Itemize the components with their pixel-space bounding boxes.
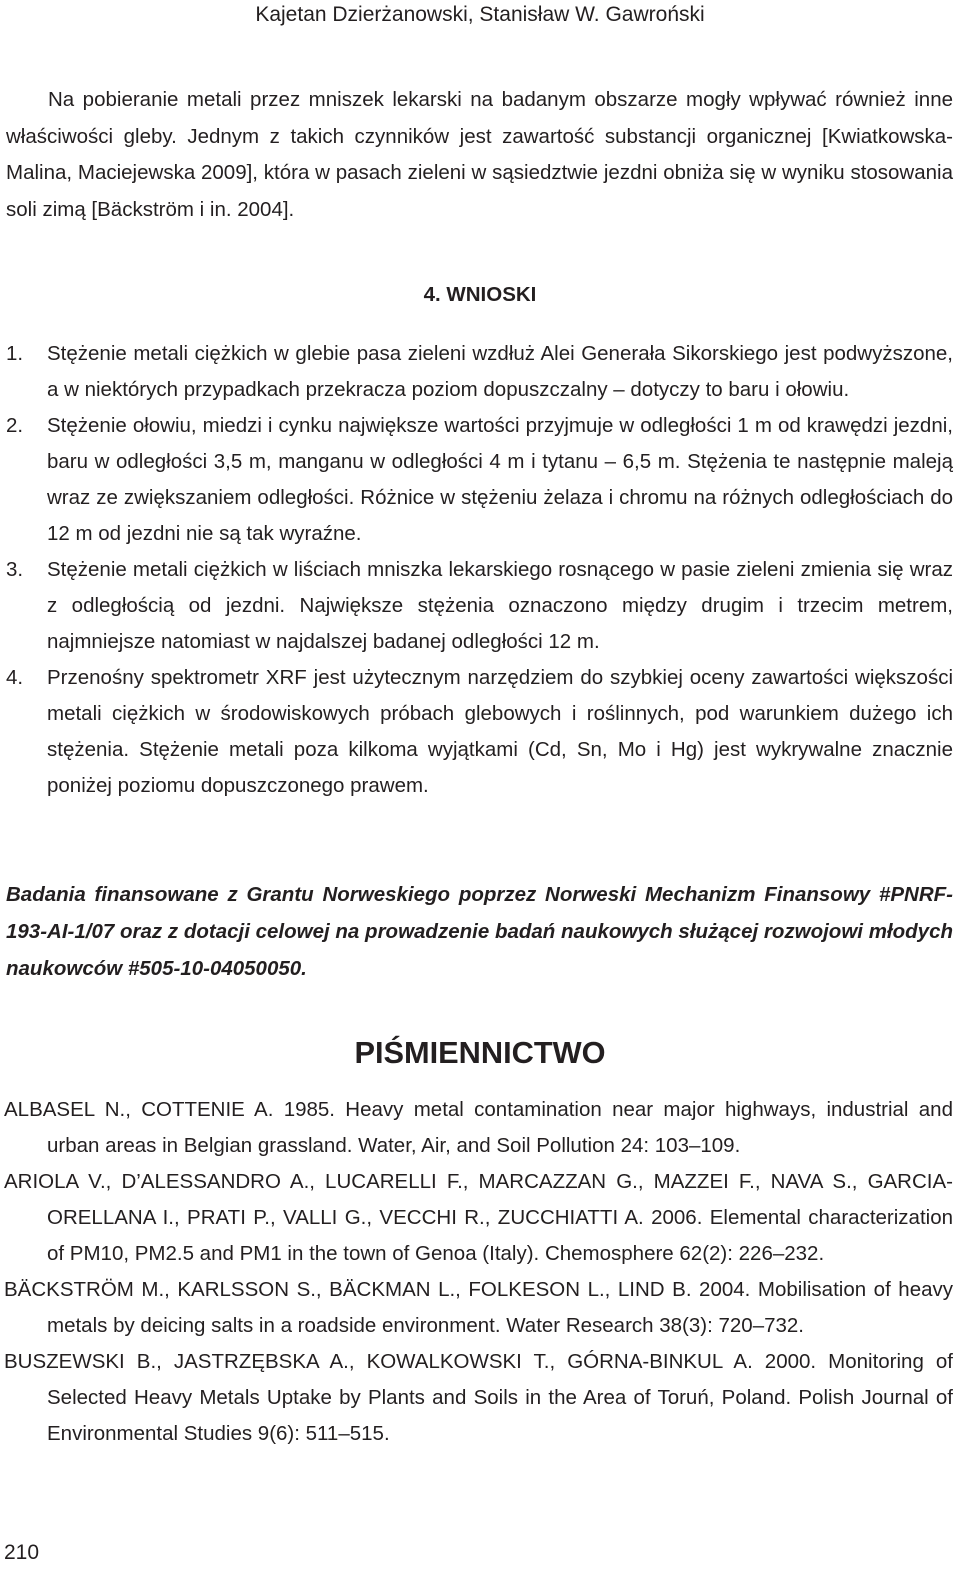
conclusion-item xyxy=(6,552,953,660)
conclusion-text: Stężenie metali ciężkich w glebie pasa zieleni wzdłuż Alei Generała Sikorskiego jest podwyższone, a w niektórych przypadkach przekracza poziom dopuszczalny – dotyczy to baru i ołowiu. xyxy=(47,342,953,401)
conclusion-item xyxy=(6,336,953,408)
conclusions-list xyxy=(6,336,953,804)
conclusion-item xyxy=(6,660,953,804)
references-list xyxy=(4,1092,953,1452)
conclusion-text: Stężenie ołowiu, miedzi i cynku największe wartości przyjmuje w odległości 1 m od krawędzi jezdni, baru w odległości 3,5 m, manganu w odległości 4 m i tytanu – 6,5 m. Stężenia te następnie maleją wraz ze zwiększaniem odległości. Różnice w stężeniu żelaza i chromu na różnych odległościach do 12 m od jezdni nie są tak wyraźne. xyxy=(47,414,953,545)
funding-note: Badania finansowane z Grantu Norweskiego poprzez Norweski Mechanizm Finansowy #PNRF-193-AI-1/07 oraz z dotacji celowej na prowadzenie badań naukowych służącej rozwojowi młodych naukowców #505-10-04050050. xyxy=(6,883,953,980)
intro-paragraph-text: Na pobieranie metali przez mniszek lekarski na badanym obszarze mogły wpływać również inne właściwości gleby. Jednym z takich czynników jest zawartość substancji organicznej [Kwiatkowska-Malina, Maciejewska 2009], która w pasach zieleni w sąsiedztwie jezdni obniża się w wyniku stosowania soli zimą [Bäckström i in. 2004]. xyxy=(6,88,953,221)
reference-item: ALBASEL N., COTTENIE A. 1985. Heavy metal contamination near major highways, industrial and urban areas in Belgian grassland. Water, Air, and Soil Pollution 24: 103–109. xyxy=(4,1098,953,1157)
conclusion-text: Stężenie metali ciężkich w liściach mniszka lekarskiego rosnącego w pasie zieleni zmienia się wraz z odległością od jezdni. Największe stężenia oznaczono między drugim i trzecim metrem, najmniejsze natomiast w najdalszej badanej odległości 12 m. xyxy=(47,558,953,653)
intro-paragraph xyxy=(6,82,953,228)
conclusion-text: Przenośny spektrometr XRF jest użytecznym narzędziem do szybkiej oceny zawartości większości metali ciężkich w środowiskowych próbach glebowych i roślinnych, pod warunkiem dużego ich stężenia. Stężenie metali poza kilkoma wyjątkami (Cd, Sn, Mo i Hg) jest wykrywalne znacznie poniżej poziomu dopuszczonego prawem. xyxy=(47,666,953,797)
conclusion-number: 4. xyxy=(6,666,24,689)
references-title: PIŚMIENNICTWO xyxy=(354,1035,606,1070)
conclusion-number: 1. xyxy=(6,342,24,365)
running-header: Kajetan Dzierżanowski, Stanisław W. Gawroński xyxy=(255,3,705,26)
reference-item: BÄCKSTRÖM M., KARLSSON S., BÄCKMAN L., FOLKESON L., LIND B. 2004. Mobilisation of heavy metals by deicing salts in a roadside environment. Water Research 38(3): 720–732. xyxy=(4,1278,953,1337)
conclusion-item xyxy=(6,408,953,552)
conclusion-number: 2. xyxy=(6,414,24,437)
conclusion-number: 3. xyxy=(6,558,24,581)
section-title-conclusions: 4. WNIOSKI xyxy=(423,283,537,306)
page-number: 210 xyxy=(4,1541,40,1564)
reference-item: ARIOLA V., D’ALESSANDRO A., LUCARELLI F., MARCAZZAN G., MAZZEI F., NAVA S., GARCIA-ORELLANA I., PRATI P., VALLI G., VECCHI R., ZUCCHIATTI A. 2006. Elemental characterization of PM10, PM2.5 and PM1 in the town of Genoa (Italy). Chemosphere 62(2): 226–232. xyxy=(4,1170,953,1265)
reference-item: BUSZEWSKI B., JASTRZĘBSKA A., KOWALKOWSKI T., GÓRNA-BINKUL A. 2000. Monitoring of Selected Heavy Metals Uptake by Plants and Soils in the Area of Toruń, Poland. Polish Journal of Environmental Studies 9(6): 511–515. xyxy=(4,1350,953,1445)
